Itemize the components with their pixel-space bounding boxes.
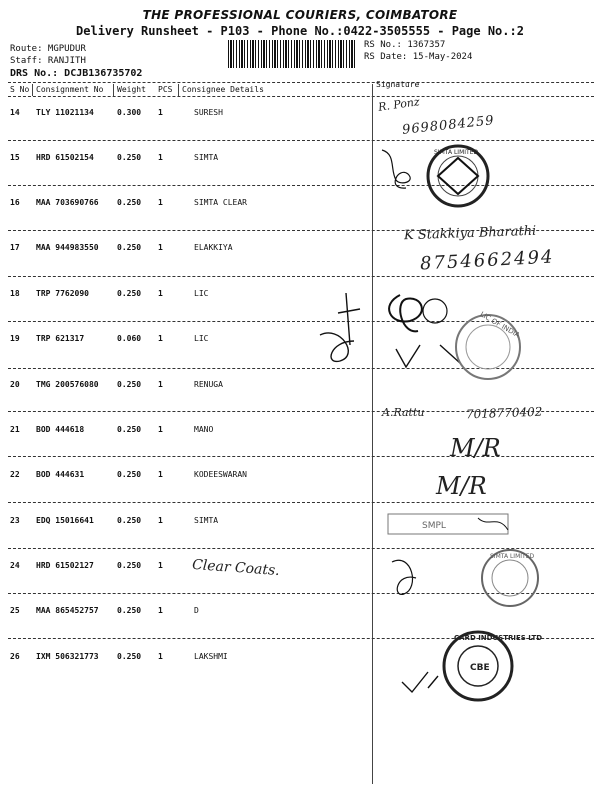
row-sno: 16: [10, 198, 20, 207]
handwritten-name: A.Rattu: [382, 406, 425, 419]
stamp-text: SMPL: [422, 521, 446, 531]
row-consignee: SIMTA: [194, 153, 219, 162]
handwritten-note: Clear Coats.: [191, 556, 281, 580]
row-weight: 0.250: [117, 561, 142, 570]
row-consignee: RENUGA: [194, 380, 223, 389]
row-sno: 20: [10, 380, 20, 389]
stamp-text: CARD INDUSTRIES LTD: [454, 634, 543, 642]
row-consignee: SURESH: [194, 108, 223, 117]
row-weight: 0.060: [117, 334, 142, 343]
row-consignee: KODEESWARAN: [194, 470, 247, 479]
row-weight: 0.250: [117, 606, 142, 615]
row-weight: 0.300: [117, 108, 142, 117]
row-sno: 19: [10, 334, 20, 343]
route-label: Route: MGPUDUR: [10, 44, 86, 54]
row-consignment: HRD 61502127: [36, 561, 94, 570]
row-pcs: 1: [158, 334, 163, 343]
row-sno: 18: [10, 289, 20, 298]
row-rule: [8, 502, 594, 503]
row-consignment: TRP 7762090: [36, 289, 89, 298]
row-weight: 0.250: [117, 289, 142, 298]
col-consignment: Consignment No: [36, 85, 104, 94]
row-pcs: 1: [158, 243, 163, 252]
row-consignment: IXM 506321773: [36, 652, 99, 661]
row-consignee: LAKSHMI: [194, 652, 228, 661]
col-pcs: PCS: [158, 85, 173, 94]
row-pcs: 1: [158, 561, 163, 570]
row-weight: 0.250: [117, 470, 142, 479]
rs-date: RS Date: 15-May-2024: [364, 52, 473, 62]
row-consignee: SIMTA CLEAR: [194, 198, 247, 207]
row-pcs: 1: [158, 289, 163, 298]
col-consignee: Consignee Details: [182, 85, 264, 94]
row-consignment: MAA 865452757: [36, 606, 99, 615]
row-pcs: 1: [158, 153, 163, 162]
header-rule-bottom: [8, 96, 594, 97]
row-consignment: BOD 444631: [36, 470, 85, 479]
row-sno: 24: [10, 561, 20, 570]
row-consignee: D: [194, 606, 199, 615]
signature-divider: [372, 84, 373, 784]
col-divider: [178, 84, 179, 96]
stamp-text: LIC OF INDIA: [478, 310, 522, 340]
header-rule-top: [8, 82, 594, 83]
col-sno: S No: [10, 85, 30, 94]
row-consignment: TMG 200576080: [36, 380, 99, 389]
signature-stamp-smpl: [378, 510, 538, 540]
row-sno: 25: [10, 606, 20, 615]
signature-stamp-simta: [376, 140, 516, 220]
row-consignee: ELAKKIYA: [194, 243, 233, 252]
row-consignment: MAA 944983550: [36, 243, 99, 252]
row-consignee: LIC: [194, 334, 209, 343]
row-weight: 0.250: [117, 243, 142, 252]
row-weight: 0.250: [117, 652, 142, 661]
row-consignment: MAA 703690766: [36, 198, 99, 207]
handwritten-name: K Stakkiya Bharathi: [403, 223, 537, 244]
col-signature: Signature: [376, 80, 420, 89]
col-divider: [113, 84, 114, 96]
row-consignment: HRD 61502154: [36, 153, 94, 162]
row-sno: 21: [10, 425, 20, 434]
signature-stamp-simta-2: [386, 548, 566, 618]
row-weight: 0.250: [117, 516, 142, 525]
row-weight: 0.250: [117, 153, 142, 162]
row-weight: 0.250: [117, 425, 142, 434]
row-pcs: 1: [158, 108, 163, 117]
row-sno: 15: [10, 153, 20, 162]
runsheet-title: Delivery Runsheet - P103 - Phone No.:0422-3505555 - Page No.:2: [76, 24, 524, 38]
barcode: [228, 40, 356, 68]
row-sno: 26: [10, 652, 20, 661]
handwritten-initials: M/R: [436, 472, 487, 500]
stamp-city: CBE: [470, 663, 490, 673]
company-title: THE PROFESSIONAL COURIERS, COIMBATORE: [142, 8, 458, 22]
handwritten-phone: 8754662494: [419, 246, 555, 275]
row-weight: 0.250: [117, 380, 142, 389]
signature-scribble-lic: [310, 285, 520, 385]
handwritten-initials: M/R: [450, 434, 501, 462]
row-weight: 0.250: [117, 198, 142, 207]
row-sno: 22: [10, 470, 20, 479]
row-pcs: 1: [158, 652, 163, 661]
row-rule: [8, 456, 594, 457]
stamp-text: SIMTA LIMITED: [490, 553, 535, 560]
col-weight: Weight: [117, 85, 146, 94]
row-pcs: 1: [158, 198, 163, 207]
row-sno: 14: [10, 108, 20, 117]
row-sno: 23: [10, 516, 20, 525]
handwritten-phone: 7018770402: [465, 404, 543, 422]
row-sno: 17: [10, 243, 20, 252]
rs-number: RS No.: 1367357: [364, 40, 446, 50]
handwritten-phone: 9698084259: [401, 113, 496, 138]
row-consignee: SIMTA: [194, 516, 219, 525]
stamp-text: SIMTA LIMITED: [434, 149, 479, 156]
row-consignment: BOD 444618: [36, 425, 85, 434]
row-consignee: MANO: [194, 425, 214, 434]
row-pcs: 1: [158, 516, 163, 525]
row-consignment: TRP 621317: [36, 334, 85, 343]
row-pcs: 1: [158, 470, 163, 479]
row-rule: [8, 276, 594, 277]
row-consignment: EDQ 15016641: [36, 516, 94, 525]
col-divider: [32, 84, 33, 96]
row-pcs: 1: [158, 425, 163, 434]
handwritten-name: R. Ponz: [377, 95, 421, 114]
signature-stamp-card: [398, 628, 543, 708]
drs-number: DRS No.: DCJB136735702: [10, 68, 143, 79]
row-consignee: LIC: [194, 289, 209, 298]
row-consignment: TLY 11021134: [36, 108, 94, 117]
staff-label: Staff: RANJITH: [10, 56, 86, 66]
row-pcs: 1: [158, 606, 163, 615]
row-pcs: 1: [158, 380, 163, 389]
